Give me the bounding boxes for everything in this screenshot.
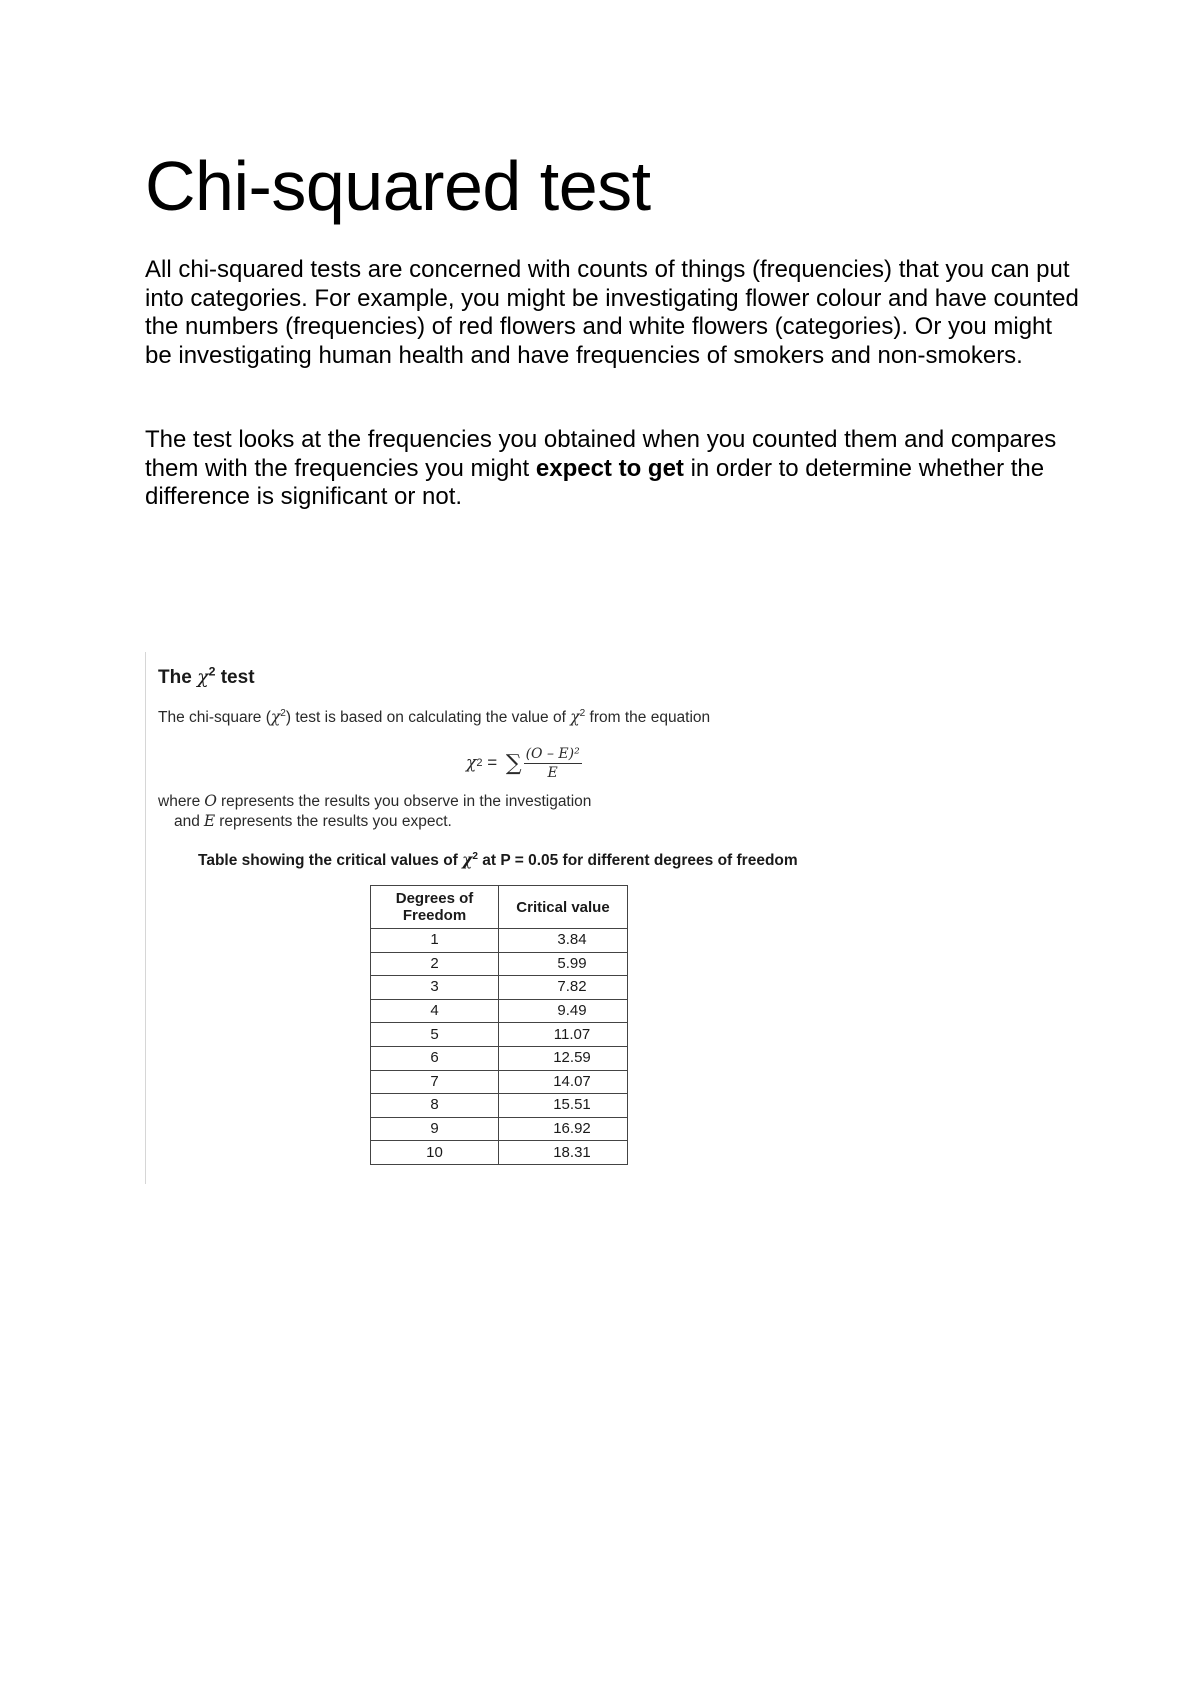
exponent: 2: [472, 850, 478, 862]
critical-value-cell: 11.07: [499, 1023, 628, 1047]
table-row: [371, 952, 628, 976]
intro-text: from the equation: [585, 709, 711, 726]
exponent: 2: [208, 664, 216, 679]
df-cell: 4: [371, 999, 499, 1023]
where-text: represents the results you observe in the investigation: [220, 793, 592, 810]
paragraph-text-end: in order to determine whether the difference is significant or not.: [145, 454, 1045, 510]
and-label: and: [174, 813, 200, 830]
and-text: represents the results you expect.: [219, 813, 452, 830]
table-row: [371, 999, 628, 1023]
df-cell: 7: [371, 1070, 499, 1094]
chi-square-equation: χ 2 = ∑ $\frac{\text{(O – E)²}}{E}$: [466, 745, 580, 781]
chi-symbol: χ: [197, 666, 209, 688]
exponent: 2: [280, 707, 286, 719]
critical-value-cell: 3.84: [499, 929, 628, 953]
chi-symbol: χ: [570, 708, 580, 726]
critical-value-cell: 12.59: [499, 1046, 628, 1070]
table-row: [371, 929, 628, 953]
where-label: where: [158, 793, 201, 810]
emphasis-expect-to-get: expect to get: [535, 454, 684, 482]
critical-value-cell: 5.99: [499, 952, 628, 976]
paragraph-text-start: The test looks at the frequencies you obtained when you counted them and compares them with the frequencies you might: [145, 426, 1057, 482]
fraction-denominator: E: [547, 764, 558, 781]
critical-value-cell: 18.31: [499, 1141, 628, 1165]
variable-e: E: [203, 812, 216, 830]
critical-value-cell: 7.82: [499, 976, 628, 1000]
table-row: [371, 976, 628, 1000]
critical-value-cell: 15.51: [499, 1094, 628, 1118]
table-row: [371, 1070, 628, 1094]
excerpt-heading: [158, 666, 255, 689]
df-cell: 3: [371, 976, 499, 1000]
header-degrees-of-freedom: [371, 886, 499, 929]
caption-text: at P = 0.05 for different degrees of freedom: [477, 852, 798, 869]
equals-sign: =: [482, 753, 502, 772]
exponent: 2: [579, 707, 586, 719]
df-cell: 9: [371, 1117, 499, 1141]
chi-symbol: χ: [270, 708, 281, 726]
table-row: [371, 1094, 628, 1118]
df-cell: 5: [371, 1023, 499, 1047]
table-header-row: [371, 886, 628, 929]
critical-value-cell: 9.49: [499, 999, 628, 1023]
excerpt-intro-line: [158, 708, 710, 727]
critical-value-cell: 14.07: [499, 1070, 628, 1094]
table-row: [371, 1046, 628, 1070]
caption-text: Table showing the critical values of: [198, 852, 463, 869]
critical-values-table: [370, 885, 628, 1165]
table-row: [371, 1023, 628, 1047]
df-cell: 1: [371, 929, 499, 953]
fraction: [524, 747, 582, 780]
heading-prefix: The: [158, 667, 192, 688]
chi-symbol: χ: [462, 850, 473, 869]
intro-paragraph: All chi-squared tests are concerned with counts of things (frequencies) that you can put into categories. For example, you might be investigating flower colour and have counted the numbers (frequencies) of red flowers and white flowers (categories). Or you might be investigating human health and have frequencies of smokers and non-smokers.: [145, 256, 1079, 369]
intro-text: ) test is based on calculating the value of: [285, 709, 571, 726]
header-critical-value: Critical value: [499, 886, 628, 929]
header-line: Degrees of: [395, 890, 474, 907]
df-cell: 6: [371, 1046, 499, 1070]
equation-lhs: χ: [466, 753, 477, 773]
df-cell: 10: [371, 1141, 499, 1165]
table-row: [371, 1141, 628, 1165]
table-body: [371, 929, 628, 1165]
heading-suffix: test: [220, 667, 255, 688]
where-line: [158, 792, 591, 811]
table-row: [371, 1117, 628, 1141]
table-caption: [198, 850, 798, 870]
critical-value-cell: 16.92: [499, 1117, 628, 1141]
and-line: [174, 812, 452, 831]
variable-o: O: [204, 792, 217, 810]
intro-text: The chi-square (: [158, 709, 271, 726]
df-cell: 8: [371, 1094, 499, 1118]
chi-square-excerpt-image: [145, 652, 866, 1184]
df-cell: 2: [371, 952, 499, 976]
page-title: Chi-squared test: [145, 147, 651, 225]
test-description-paragraph: [145, 426, 1080, 512]
fraction-numerator: (O – E)²: [525, 745, 580, 762]
header-line: Freedom: [402, 907, 467, 924]
sigma-icon: ∑: [505, 750, 522, 776]
